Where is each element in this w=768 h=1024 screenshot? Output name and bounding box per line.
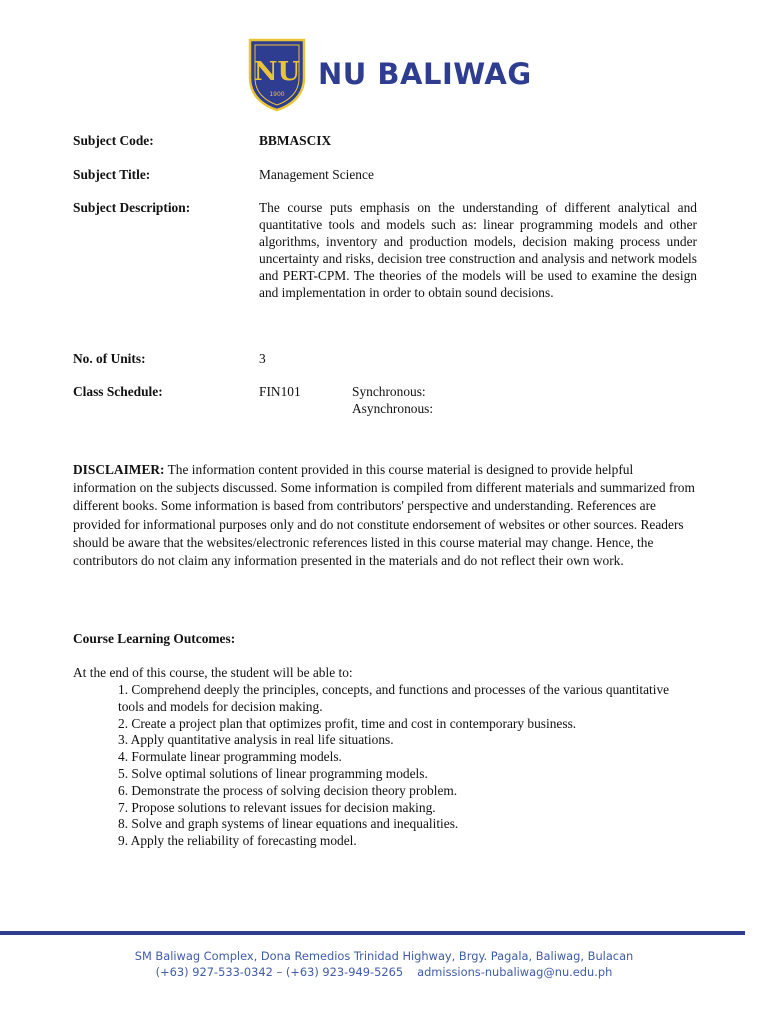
footer-address: SM Baliwag Complex, Dona Remedios Trinidad Highway, Brgy. Pagala, Baliwag, Bulacan <box>134 949 634 963</box>
header <box>244 36 532 112</box>
subject-code-value: BBMASCIX <box>259 133 332 148</box>
course-outcomes-title: Course Learning Outcomes: <box>73 631 236 646</box>
course-outcomes-list <box>118 682 698 850</box>
brand-name: NU BALIWAG <box>318 57 532 91</box>
subject-title-row <box>73 166 697 199</box>
nu-shield-logo-icon <box>244 36 310 112</box>
subject-title-value: Management Science <box>259 167 374 182</box>
class-schedule-label: Class Schedule: <box>73 384 163 399</box>
footer-contact <box>0 964 768 980</box>
course-outcomes-intro: At the end of this course, the student will be able to: <box>73 665 353 680</box>
logo-year: 1900 <box>269 91 285 98</box>
units-label: No. of Units: <box>73 351 146 366</box>
footer-divider <box>0 931 745 935</box>
subject-description-label: Subject Description: <box>73 200 191 215</box>
subject-title-label: Subject Title: <box>73 167 151 182</box>
list-item: 8. Solve and graph systems of linear equations and inequalities. <box>118 816 459 832</box>
list-item: 1. Comprehend deeply the principles, concepts, and functions and processes of the various quantitative tools and models for decision making. <box>118 682 670 714</box>
subject-info <box>73 132 697 417</box>
schedule-room: FIN101 <box>259 384 301 399</box>
class-schedule-row <box>73 383 697 417</box>
asynchronous-label: Asynchronous: <box>352 401 434 416</box>
list-item: 6. Demonstrate the process of solving decision theory problem. <box>118 782 458 798</box>
schedule-modes <box>352 383 433 417</box>
list-item: 2. Create a project plan that optimizes profit, time and cost in contemporary business. <box>118 715 577 731</box>
footer-phones: (+63) 927-533-0342 – (+63) 923-949-5265 <box>155 965 404 979</box>
footer <box>0 948 768 980</box>
list-item: 9. Apply the reliability of forecasting model. <box>118 833 357 849</box>
footer-email: admissions-nubaliwag@nu.edu.ph <box>417 965 613 979</box>
logo-letters: NU <box>253 57 301 87</box>
list-item: 5. Solve optimal solutions of linear programming models. <box>118 765 428 781</box>
disclaimer-label: DISCLAIMER: <box>73 462 165 477</box>
list-item: 3. Apply quantitative analysis in real life situations. <box>118 732 394 748</box>
list-item: 7. Propose solutions to relevant issues for decision making. <box>118 799 436 815</box>
units-row <box>73 350 697 383</box>
units-value: 3 <box>259 351 266 366</box>
class-schedule-value <box>259 383 697 417</box>
disclaimer <box>73 461 697 570</box>
subject-description-row <box>73 199 697 350</box>
list-item: 4. Formulate linear programming models. <box>118 749 342 765</box>
synchronous-label: Synchronous: <box>352 384 426 399</box>
subject-code-label: Subject Code: <box>73 133 154 148</box>
subject-code-row <box>73 132 697 166</box>
subject-description-value: The course puts emphasis on the understanding of different analytical and quantitative tools and models such as: linear programming models and other algorithms, inventory and production models, decision making process under uncertainty and risks, decision tree construction and analysis and network models and PERT-CPM. The theories of the models will be used to examine the design and implementation in order to obtain sound decisions. <box>259 200 697 300</box>
disclaimer-text: The information content provided in this course material is designed to provide helpful information on the subjects discussed. Some information is compiled from different materials and summarized from different books. Some information is based from contributors' perspective and understanding. References are provided for informational purposes only and do not constitute endorsement of websites or other sources. Readers should be aware that the websites/electronic references listed in this course material may change. Hence, the contributors do not claim any information presented in the materials and do not reflect their own work. <box>73 462 695 569</box>
